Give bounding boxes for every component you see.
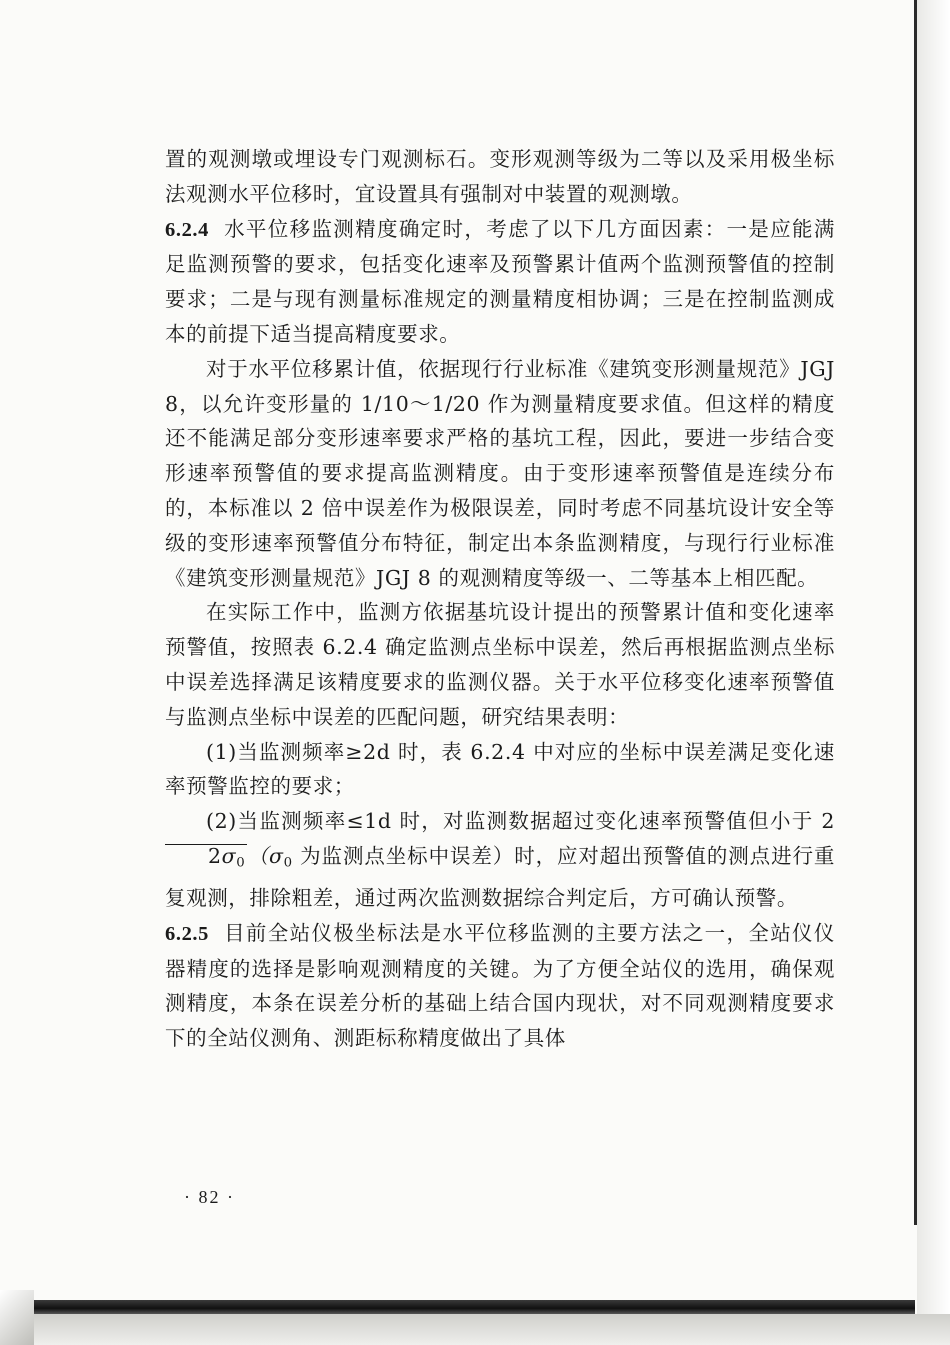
- page-bottom-shadow: [0, 1314, 950, 1345]
- paren-sigma: （σ: [247, 843, 284, 868]
- paragraph-cumulative-value: 对于水平位移累计值，依据现行行业标准《建筑变形测量规范》JGJ 8，以允许变形量的 1/10～1/20 作为测量精度要求值。但这样的精度还不能满足部分变形速率要求严格的基坑工程，因此，要进一步结合变形速率预警值的要求提高监测精度。由于变形速率预警值是连续分布的，本标准以 2 倍中误差作为极限误差，同时考虑不同基坑设计安全等级的变形速率预警值分布特征，制定出本条监测精度，与现行行业标准《建筑变形测量规范》JGJ 8 的观测精度等级一、二等基本上相匹配。: [165, 356, 835, 590]
- sqrt-expression: [165, 844, 247, 871]
- sqrt-coef: 2: [208, 843, 222, 868]
- page-bottom-edge: [30, 1300, 915, 1314]
- clause-text: 水平位移监测精度确定时，考虑了以下几方面因素：一是应能满足监测预警的要求，包括变化速率及预警累计值两个监测预警值的控制要求；二是与现有测量标准规定的测量精度相协调；三是在控制监测成本的前提下适当提高精度要求。: [165, 216, 835, 346]
- paren-sigma-subscript: 0: [283, 855, 293, 871]
- list-item-2-before: (2)当监测频率≤1d 时，对监测数据超过变化速率预警值但小于 2: [206, 809, 835, 834]
- page-right-shadow: [917, 0, 950, 1345]
- body-text: [165, 142, 835, 1056]
- clause-number-625: 6.2.5: [165, 922, 209, 945]
- clause-text-625: 目前全站仪极坐标法是水平位移监测的主要方法之一，全站仪仪器精度的选择是影响观测精度的关键。为了方便全站仪的选用，确保观测精度，本条在误差分析的基础上结合国内现状，对不同观测精度要求下的全站仪测角、测距标称精度做出了具体: [165, 920, 835, 1051]
- list-item-2: [165, 804, 835, 916]
- page-corner: [0, 1290, 34, 1345]
- clause-6-2-4: [165, 212, 835, 352]
- list-item-2-after: 为监测点坐标中误差）时，应对超出预警值的测点进行重复观测，排除粗差，通过两次监测数据综合判定后，方可确认预警。: [165, 843, 835, 911]
- clause-number: 6.2.4: [165, 218, 209, 241]
- list-item-1: (1)当监测频率≥2d 时，表 6.2.4 中对应的坐标中误差满足变化速率预警监控的要求；: [165, 739, 835, 799]
- page-number: · 82 ·: [184, 1187, 235, 1207]
- sigma-subscript: 0: [236, 855, 246, 871]
- clause-6-2-5: [165, 916, 835, 1056]
- paragraph-continuation: 置的观测墩或埋设专门观测标石。变形观测等级为二等以及采用极坐标法观测水平位移时，宜设置具有强制对中装置的观测墩。: [165, 147, 835, 206]
- paragraph-practical-work: 在实际工作中，监测方依据基坑设计提出的预警累计值和变化速率预警值，按照表 6.2.4 确定监测点坐标中误差，然后再根据监测点坐标中误差选择满足该精度要求的监测仪器。关于水平位移变化速率预警值与监测点坐标中误差的匹配问题，研究结果表明：: [165, 600, 835, 729]
- sigma-symbol: σ: [221, 843, 237, 868]
